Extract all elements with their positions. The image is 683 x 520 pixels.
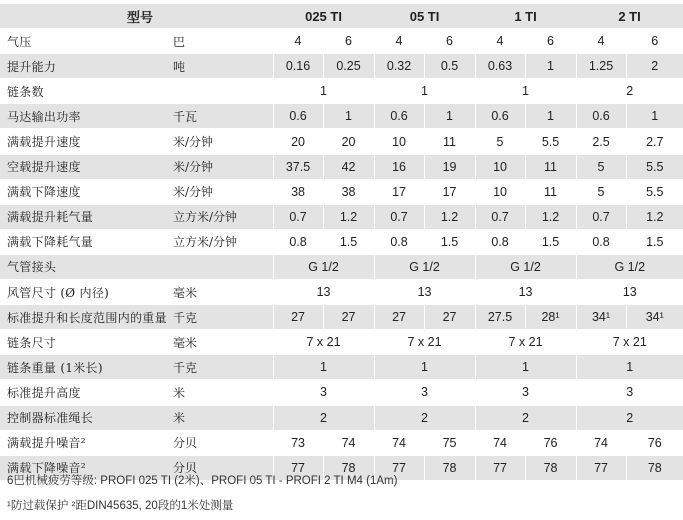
row-unit: 分贝 bbox=[170, 430, 273, 455]
value-cell: 0.8 bbox=[374, 229, 424, 254]
table-row bbox=[0, 280, 683, 305]
value-cell: 28¹ bbox=[525, 305, 576, 330]
value-cell: 0.7 bbox=[576, 204, 626, 229]
table-row bbox=[0, 179, 683, 204]
row-label: 满载下降速度 bbox=[0, 179, 170, 204]
value-cell: 1 bbox=[475, 355, 576, 380]
value-cell: 0.5 bbox=[424, 54, 475, 79]
value-cell: 20 bbox=[323, 129, 374, 154]
value-cell: 2 bbox=[475, 405, 576, 430]
model-header: 型号 bbox=[0, 4, 273, 29]
value-cell: 0.16 bbox=[273, 54, 323, 79]
value-cell: 1 bbox=[576, 355, 683, 380]
row-label: 满载下降噪音² bbox=[0, 455, 170, 480]
value-cell: 3 bbox=[475, 380, 576, 405]
row-unit: 立方米/分钟 bbox=[170, 204, 273, 229]
value-cell: 0.6 bbox=[576, 104, 626, 129]
row-label: 马达输出功率 bbox=[0, 104, 170, 129]
row-unit: 巴 bbox=[170, 29, 273, 54]
value-cell: 38 bbox=[273, 179, 323, 204]
value-cell: 27 bbox=[424, 305, 475, 330]
value-cell: 1 bbox=[475, 79, 576, 104]
value-cell: 3 bbox=[374, 380, 475, 405]
table-row bbox=[0, 229, 683, 254]
footnote-fatigue: 6巴机械疲劳等级: PROFI 025 TI (2米)、PROFI 05 TI - PROFI 2 TI M4 (1Am) bbox=[7, 475, 398, 487]
value-cell: 1 bbox=[424, 104, 475, 129]
value-cell: G 1/2 bbox=[475, 254, 576, 279]
value-cell: 11 bbox=[525, 179, 576, 204]
value-cell: 11 bbox=[525, 154, 576, 179]
value-cell: 10 bbox=[475, 179, 525, 204]
footnote-symbols: ¹防过载保护 ²距DIN45635, 20段的1米处测量 bbox=[7, 500, 234, 512]
value-cell: 7 x 21 bbox=[273, 330, 374, 355]
value-cell: 77 bbox=[475, 455, 525, 480]
value-cell: 27 bbox=[323, 305, 374, 330]
table-row bbox=[0, 330, 683, 355]
value-cell: 1.2 bbox=[424, 204, 475, 229]
value-cell: 13 bbox=[475, 280, 576, 305]
spec-table-body bbox=[0, 4, 683, 480]
row-label: 链条尺寸 bbox=[0, 330, 170, 355]
value-cell: 2 bbox=[374, 405, 475, 430]
value-cell: 73 bbox=[273, 430, 323, 455]
value-cell: 3 bbox=[273, 380, 374, 405]
table-row bbox=[0, 254, 683, 279]
value-cell: 10 bbox=[374, 129, 424, 154]
value-cell: 34¹ bbox=[576, 305, 626, 330]
value-cell: 77 bbox=[576, 455, 626, 480]
value-cell: 1 bbox=[525, 104, 576, 129]
value-cell: 6 bbox=[323, 29, 374, 54]
row-unit: 米/分钟 bbox=[170, 179, 273, 204]
value-cell: 5 bbox=[475, 129, 525, 154]
value-cell: 2 bbox=[626, 54, 683, 79]
value-cell: 1 bbox=[374, 79, 475, 104]
value-cell: 2 bbox=[576, 79, 683, 104]
value-cell: 1 bbox=[374, 355, 475, 380]
value-cell: 5 bbox=[576, 179, 626, 204]
value-cell: 34¹ bbox=[626, 305, 683, 330]
value-cell: 74 bbox=[475, 430, 525, 455]
value-cell: 4 bbox=[576, 29, 626, 54]
value-cell: 1 bbox=[273, 355, 374, 380]
value-cell: 0.6 bbox=[374, 104, 424, 129]
value-cell: 20 bbox=[273, 129, 323, 154]
table-row bbox=[0, 104, 683, 129]
row-unit: 吨 bbox=[170, 54, 273, 79]
row-unit: 米/分钟 bbox=[170, 154, 273, 179]
value-cell: 4 bbox=[475, 29, 525, 54]
table-row bbox=[0, 305, 683, 330]
model-1ti: 1 TI bbox=[475, 4, 576, 29]
value-cell: 0.8 bbox=[576, 229, 626, 254]
row-label: 气压 bbox=[0, 29, 170, 54]
value-cell: 5.5 bbox=[626, 179, 683, 204]
value-cell: 77 bbox=[273, 455, 323, 480]
row-label: 满载提升耗气量 bbox=[0, 204, 170, 229]
row-unit: 毫米 bbox=[170, 280, 273, 305]
row-label: 提升能力 bbox=[0, 54, 170, 79]
value-cell: 0.7 bbox=[374, 204, 424, 229]
value-cell: 38 bbox=[323, 179, 374, 204]
row-unit: 千瓦 bbox=[170, 104, 273, 129]
value-cell: 4 bbox=[273, 29, 323, 54]
row-label: 链条数 bbox=[0, 79, 170, 104]
value-cell: 6 bbox=[424, 29, 475, 54]
value-cell: 1.2 bbox=[323, 204, 374, 229]
row-label: 满载下降耗气量 bbox=[0, 229, 170, 254]
row-label: 风管尺寸 (Ø 内径) bbox=[0, 280, 170, 305]
value-cell: 6 bbox=[525, 29, 576, 54]
value-cell: 3 bbox=[576, 380, 683, 405]
table-row bbox=[0, 154, 683, 179]
value-cell: 13 bbox=[374, 280, 475, 305]
value-cell: 77 bbox=[374, 455, 424, 480]
row-unit: 米/分钟 bbox=[170, 129, 273, 154]
row-unit: 毫米 bbox=[170, 330, 273, 355]
value-cell: 11 bbox=[424, 129, 475, 154]
value-cell: 7 x 21 bbox=[374, 330, 475, 355]
value-cell: 2 bbox=[273, 405, 374, 430]
table-row bbox=[0, 204, 683, 229]
value-cell: 37.5 bbox=[273, 154, 323, 179]
value-cell: 1 bbox=[323, 104, 374, 129]
value-cell: 1.2 bbox=[626, 204, 683, 229]
value-cell: 17 bbox=[424, 179, 475, 204]
value-cell: 1.5 bbox=[525, 229, 576, 254]
spec-table bbox=[0, 4, 683, 481]
value-cell: 42 bbox=[323, 154, 374, 179]
row-label: 空载提升速度 bbox=[0, 154, 170, 179]
value-cell: G 1/2 bbox=[576, 254, 683, 279]
table-row bbox=[0, 79, 683, 104]
row-label: 链条重量 (1米长) bbox=[0, 355, 170, 380]
table-row bbox=[0, 54, 683, 79]
row-label: 标准提升和长度范围内的重量 bbox=[0, 305, 170, 330]
value-cell: 1 bbox=[273, 79, 374, 104]
value-cell: 4 bbox=[374, 29, 424, 54]
value-cell: 74 bbox=[576, 430, 626, 455]
value-cell: 74 bbox=[323, 430, 374, 455]
table-row bbox=[0, 29, 683, 54]
value-cell: 5 bbox=[576, 154, 626, 179]
row-unit bbox=[170, 79, 273, 104]
row-unit bbox=[170, 254, 273, 279]
row-unit: 千克 bbox=[170, 355, 273, 380]
value-cell: 2.5 bbox=[576, 129, 626, 154]
value-cell: 1 bbox=[525, 54, 576, 79]
value-cell: 78 bbox=[323, 455, 374, 480]
row-unit: 立方米/分钟 bbox=[170, 229, 273, 254]
value-cell: G 1/2 bbox=[273, 254, 374, 279]
value-cell: 2.7 bbox=[626, 129, 683, 154]
row-unit: 千克 bbox=[170, 305, 273, 330]
table-row bbox=[0, 129, 683, 154]
value-cell: 76 bbox=[525, 430, 576, 455]
value-cell: 0.32 bbox=[374, 54, 424, 79]
table-row bbox=[0, 380, 683, 405]
row-unit: 米 bbox=[170, 405, 273, 430]
value-cell: G 1/2 bbox=[374, 254, 475, 279]
value-cell: 78 bbox=[424, 455, 475, 480]
value-cell: 1.25 bbox=[576, 54, 626, 79]
model-025ti: 025 TI bbox=[273, 4, 374, 29]
row-label: 满载提升速度 bbox=[0, 129, 170, 154]
value-cell: 27 bbox=[273, 305, 323, 330]
value-cell: 0.6 bbox=[273, 104, 323, 129]
row-label: 标准提升高度 bbox=[0, 380, 170, 405]
row-unit: 米 bbox=[170, 380, 273, 405]
value-cell: 13 bbox=[273, 280, 374, 305]
value-cell: 76 bbox=[626, 430, 683, 455]
row-unit: 分贝 bbox=[170, 455, 273, 480]
value-cell: 19 bbox=[424, 154, 475, 179]
row-label: 控制器标准绳长 bbox=[0, 405, 170, 430]
value-cell: 1.5 bbox=[626, 229, 683, 254]
model-2ti: 2 TI bbox=[576, 4, 683, 29]
value-cell: 1.5 bbox=[323, 229, 374, 254]
value-cell: 5.5 bbox=[525, 129, 576, 154]
row-label: 气管接头 bbox=[0, 254, 170, 279]
value-cell: 16 bbox=[374, 154, 424, 179]
value-cell: 78 bbox=[525, 455, 576, 480]
value-cell: 2 bbox=[576, 405, 683, 430]
value-cell: 27 bbox=[374, 305, 424, 330]
value-cell: 0.7 bbox=[273, 204, 323, 229]
table-row bbox=[0, 355, 683, 380]
table-row bbox=[0, 405, 683, 430]
value-cell: 10 bbox=[475, 154, 525, 179]
value-cell: 74 bbox=[374, 430, 424, 455]
value-cell: 0.6 bbox=[475, 104, 525, 129]
value-cell: 17 bbox=[374, 179, 424, 204]
table-row bbox=[0, 430, 683, 455]
model-05ti: 05 TI bbox=[374, 4, 475, 29]
value-cell: 0.8 bbox=[273, 229, 323, 254]
value-cell: 7 x 21 bbox=[475, 330, 576, 355]
value-cell: 0.25 bbox=[323, 54, 374, 79]
value-cell: 13 bbox=[576, 280, 683, 305]
value-cell: 78 bbox=[626, 455, 683, 480]
value-cell: 7 x 21 bbox=[576, 330, 683, 355]
value-cell: 27.5 bbox=[475, 305, 525, 330]
value-cell: 1.2 bbox=[525, 204, 576, 229]
header-row bbox=[0, 4, 683, 29]
row-label: 满载提升噪音² bbox=[0, 430, 170, 455]
value-cell: 75 bbox=[424, 430, 475, 455]
value-cell: 0.8 bbox=[475, 229, 525, 254]
value-cell: 1.5 bbox=[424, 229, 475, 254]
value-cell: 0.63 bbox=[475, 54, 525, 79]
value-cell: 5.5 bbox=[626, 154, 683, 179]
value-cell: 0.7 bbox=[475, 204, 525, 229]
value-cell: 1 bbox=[626, 104, 683, 129]
value-cell: 6 bbox=[626, 29, 683, 54]
